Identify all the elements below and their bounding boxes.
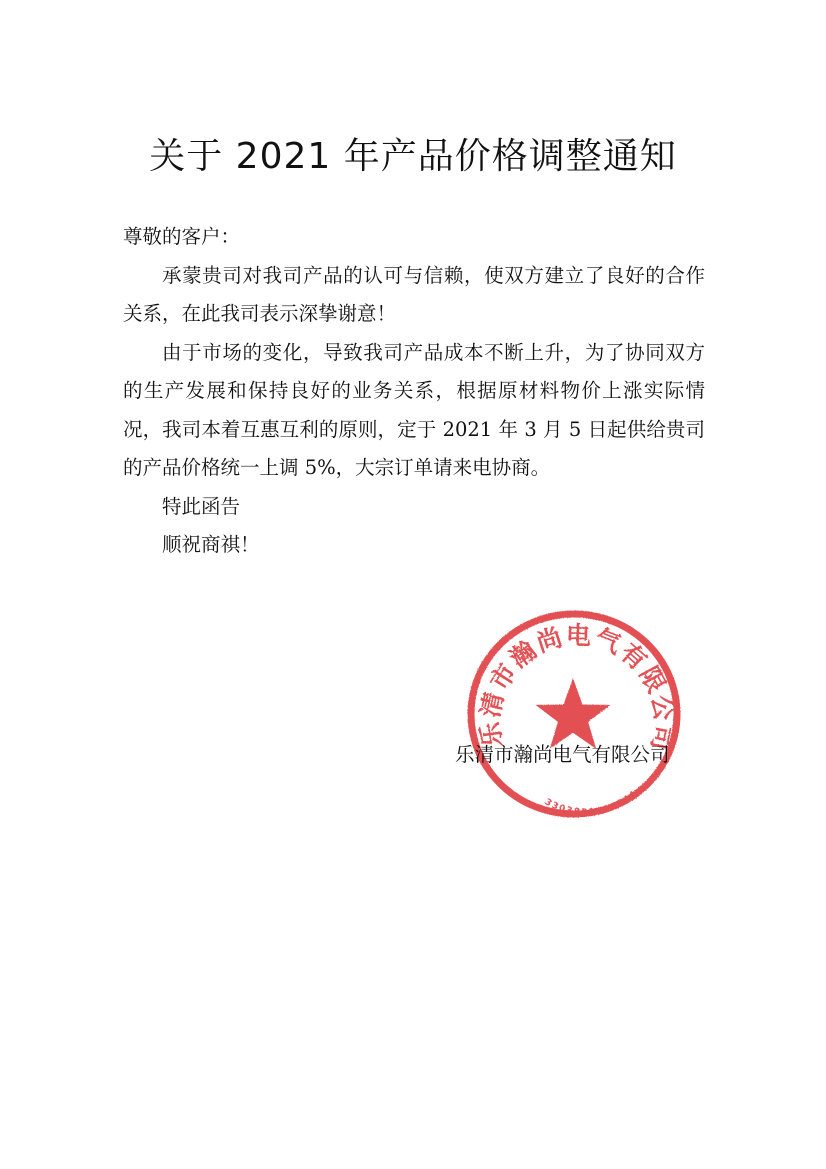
paragraph-thanks: 承蒙贵司对我司产品的认可与信赖，使双方建立了良好的合作关系，在此我司表示深挚谢意！	[123, 263, 705, 325]
paragraph-price-adjustment: 由于市场的变化，导致我司产品成本不断上升，为了协同双方的生产发展和保持良好的业务关系，根据原材料物价上涨实际情况，我司本着互惠互利的原则，定于 2021 年 3 月 5 日起供给贵司的产品价格统一上调 5%，大宗订单请来电协商。	[123, 340, 705, 479]
closing-wishes: 顺祝商祺！	[162, 533, 260, 556]
notice-body	[123, 218, 705, 565]
company-signature: 乐清市瀚尚电气有限公司	[455, 743, 670, 766]
closing-notice: 特此函告	[162, 494, 241, 518]
salutation: 尊敬的客户：	[123, 225, 241, 248]
seal-ring-text: 乐清市瀚尚电气有限公司	[475, 620, 680, 755]
company-seal	[462, 604, 684, 820]
seal-code-text: 3303821847744	[542, 788, 640, 818]
page-title: 关于 2021 年产品价格调整通知	[149, 136, 677, 177]
